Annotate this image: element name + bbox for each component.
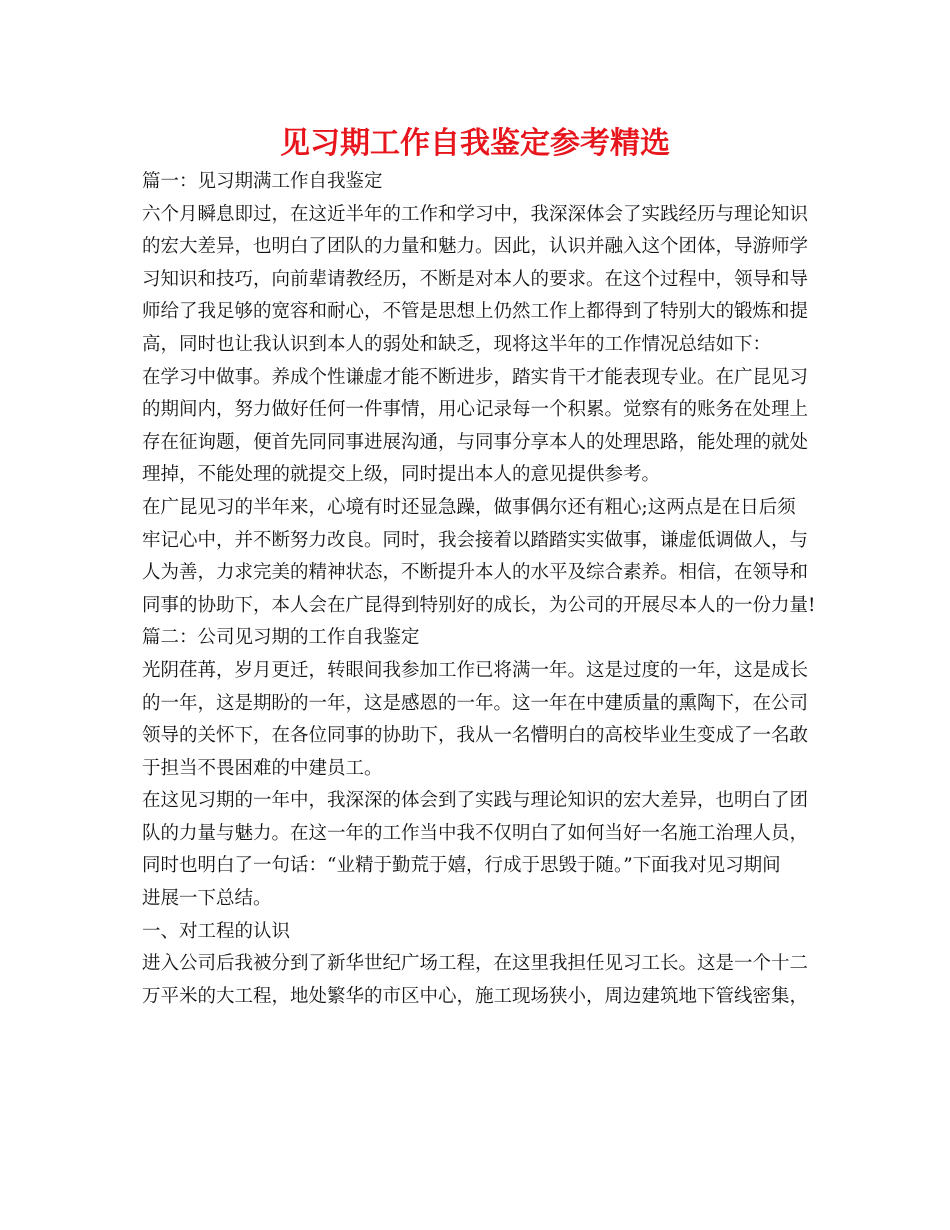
text-line: 于担当不畏困难的中建员工。 bbox=[142, 757, 383, 779]
text-line: 在广昆见习的半年来，心境有时还显急躁，做事偶尔还有粗心;这两点是在日后须 bbox=[142, 496, 796, 518]
text-line: 习知识和技巧，向前辈请教经历，不断是对本人的要求。在这个过程中，领导和导 bbox=[142, 268, 809, 290]
text-line: 的宏大差异，也明白了团队的力量和魅力。因此，认识并融入这个团体，导游师学 bbox=[142, 236, 809, 258]
text-line: 进展一下总结。 bbox=[142, 888, 272, 910]
text-line: 篇二：公司见习期的工作自我鉴定 bbox=[142, 627, 420, 649]
text-line: 在学习中做事。养成个性谦虚才能不断进步，踏实肯干才能表现专业。在广昆见习 bbox=[142, 366, 809, 388]
text-line: 人为善，力求完美的精神状态，不断提升本人的水平及综合素养。相信，在领导和 bbox=[142, 562, 809, 584]
document-title: 见习期工作自我鉴定参考精选 bbox=[280, 126, 670, 161]
text-line: 篇一：见习期满工作自我鉴定 bbox=[142, 171, 383, 192]
text-line: 万平米的大工程，地处繁华的市区中心，施工现场狭小，周边建筑地下管线密集， bbox=[142, 985, 809, 1007]
document-body bbox=[142, 166, 814, 1013]
text-line: 理掉，不能处理的就提交上级，同时提出本人的意见提供参考。 bbox=[142, 464, 661, 486]
text-line: 同时也明白了一句话：“业精于勤荒于嬉，行成于思毁于随。”下面我对见习期间 bbox=[142, 855, 781, 877]
text-line: 同事的协助下，本人会在广昆得到特别好的成长，为公司的开展尽本人的一份力量! bbox=[142, 594, 816, 616]
text-line: 高，同时也让我认识到本人的弱处和缺乏，现将这半年的工作情况总结如下： bbox=[142, 333, 772, 355]
text-line: 师给了我足够的宽容和耐心，不管是思想上仍然工作上都得到了特别大的锻炼和提 bbox=[142, 301, 809, 323]
text-line: 队的力量与魅力。在这一年的工作当中我不仅明白了如何当好一名施工治理人员， bbox=[142, 822, 809, 844]
text-line: 的期间内，努力做好任何一件事情，用心记录每一个积累。觉察有的账务在处理上 bbox=[142, 399, 809, 421]
text-line: 的一年，这是期盼的一年，这是感恩的一年。这一年在中建质量的熏陶下，在公司 bbox=[142, 692, 809, 714]
text-line: 在这见习期的一年中，我深深的体会到了实践与理论知识的宏大差异，也明白了团 bbox=[142, 790, 809, 812]
text-line: 领导的关怀下，在各位同事的协助下，我从一名懵明白的高校毕业生变成了一名敢 bbox=[142, 725, 809, 747]
text-line: 进入公司后我被分到了新华世纪广场工程，在这里我担任见习工长。这是一个十二 bbox=[142, 953, 809, 975]
text-line: 一、对工程的认识 bbox=[142, 920, 291, 942]
text-line: 六个月瞬息即过，在这近半年的工作和学习中，我深深体会了实践经历与理论知识 bbox=[142, 203, 809, 225]
text-line: 存在征询题，便首先同同事进展沟通，与同事分享本人的处理思路，能处理的就处 bbox=[142, 431, 809, 453]
text-line: 光阴荏苒，岁月更迁，转眼间我参加工作已将满一年。这是过度的一年，这是成长 bbox=[142, 659, 809, 681]
text-line: 牢记心中，并不断努力改良。同时，我会接着以踏踏实实做事，谦虚低调做人，与 bbox=[142, 529, 809, 551]
